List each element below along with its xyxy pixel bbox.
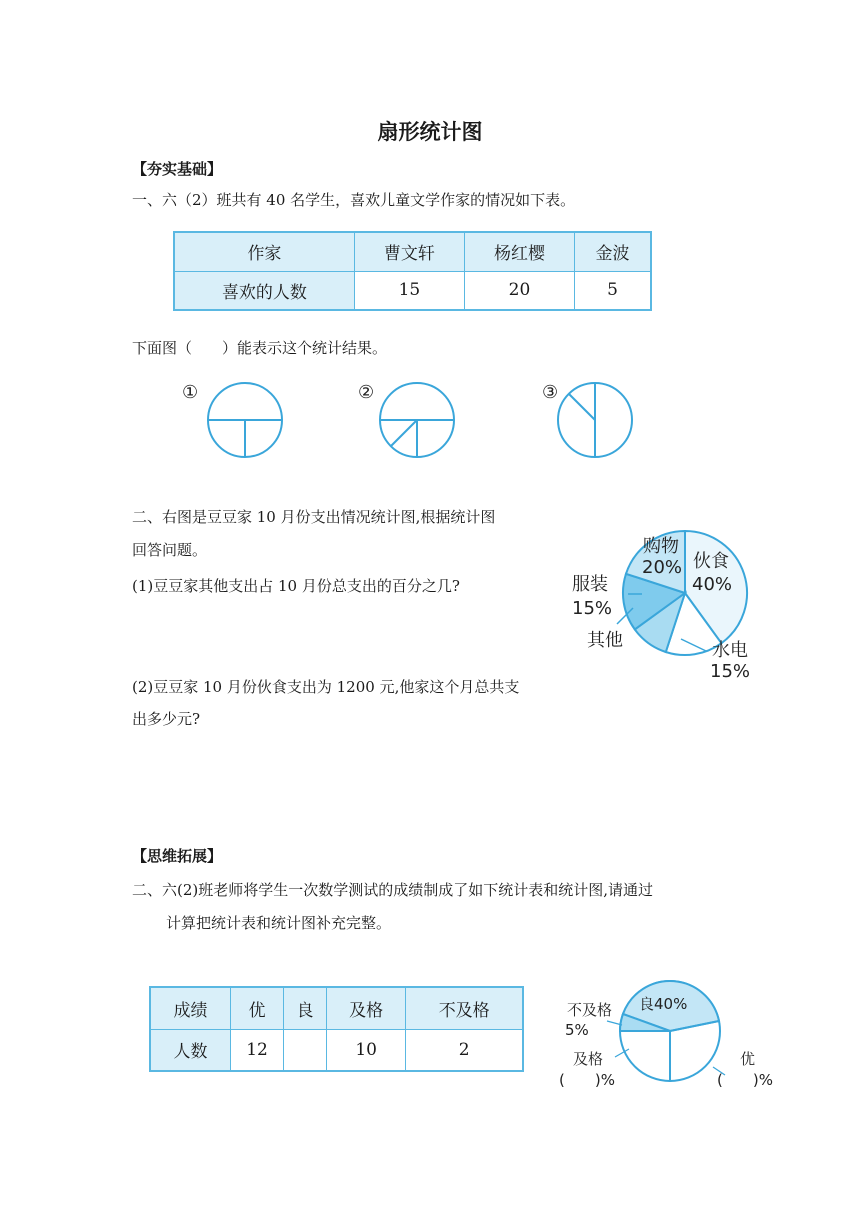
pie-label-pass: 及格 bbox=[573, 1050, 604, 1068]
pie-value-clothing: 15% bbox=[572, 598, 613, 619]
table-cell: 10 bbox=[326, 1029, 405, 1071]
question-3-line2: 计算把统计表和统计图补充完整。 bbox=[166, 914, 392, 932]
option-2-number: ② bbox=[358, 382, 375, 403]
table-cell: 2 bbox=[406, 1029, 523, 1071]
table-cell: 良 bbox=[283, 987, 326, 1029]
table-row bbox=[150, 1029, 523, 1071]
pie-label-shopping: 购物 bbox=[643, 536, 679, 557]
table-cell: 曹文轩 bbox=[354, 232, 464, 271]
score-table bbox=[149, 986, 524, 1072]
pie-label-excellent: 优 bbox=[740, 1050, 756, 1068]
pie-label-clothing: 服装 bbox=[572, 574, 608, 595]
page-title: 扇形统计图 bbox=[377, 120, 483, 144]
table-row bbox=[174, 271, 651, 310]
score-pie-chart bbox=[555, 975, 795, 1095]
pie-value-fail: 5% bbox=[565, 1021, 589, 1039]
question-3-line1: 二、六(2)班老师将学生一次数学测试的成绩制成了如下统计表和统计图,请通过 bbox=[132, 881, 654, 899]
question-2-line2: 回答问题。 bbox=[132, 541, 208, 559]
author-table bbox=[173, 231, 652, 311]
table-row bbox=[174, 232, 651, 271]
table-cell: 5 bbox=[575, 271, 651, 310]
table-cell: 优 bbox=[231, 987, 284, 1029]
table-cell: 金波 bbox=[575, 232, 651, 271]
pie-blank-excellent[interactable]: ( )% bbox=[717, 1071, 773, 1089]
pie-label-other: 其他 bbox=[587, 630, 623, 651]
option-1-circle bbox=[180, 380, 290, 462]
pie-label-fail: 不及格 bbox=[567, 1001, 613, 1019]
table-cell[interactable] bbox=[283, 1029, 326, 1071]
pie-value-utilities: 15% bbox=[710, 661, 751, 682]
pie-value-shopping: 20% bbox=[642, 557, 683, 578]
option-1-number: ① bbox=[182, 382, 199, 403]
table-cell: 作家 bbox=[174, 232, 354, 271]
question-2-sub1: (1)豆豆家其他支出占 10 月份总支出的百分之几? bbox=[132, 577, 460, 595]
pie-label-good: 良40% bbox=[639, 995, 688, 1013]
question-2-line1: 二、右图是豆豆家 10 月份支出情况统计图,根据统计图 bbox=[132, 508, 496, 526]
question-2-sub2-line1: (2)豆豆家 10 月份伙食支出为 1200 元,他家这个月总共支 bbox=[132, 678, 520, 696]
question-1-prompt: 下面图（ ）能表示这个统计结果。 bbox=[132, 339, 388, 357]
pie-value-food: 40% bbox=[692, 574, 733, 595]
table-cell: 20 bbox=[464, 271, 574, 310]
table-cell: 不及格 bbox=[406, 987, 523, 1029]
option-2-circle bbox=[356, 380, 466, 462]
section-heading-basics: 【夯实基础】 bbox=[132, 160, 223, 178]
question-1-text: 一、六（2）班共有 40 名学生，喜欢儿童文学作家的情况如下表。 bbox=[132, 191, 576, 209]
table-cell: 成绩 bbox=[150, 987, 231, 1029]
pie-blank-pass[interactable]: ( )% bbox=[559, 1071, 615, 1089]
option-3-circle bbox=[540, 380, 650, 462]
table-cell: 及格 bbox=[326, 987, 405, 1029]
table-cell: 喜欢的人数 bbox=[174, 271, 354, 310]
table-cell: 杨红樱 bbox=[464, 232, 574, 271]
pie-label-utilities: 水电 bbox=[712, 640, 748, 661]
table-cell: 12 bbox=[231, 1029, 284, 1071]
question-2-sub2-line2: 出多少元? bbox=[132, 710, 201, 728]
table-cell: 人数 bbox=[150, 1029, 231, 1071]
pie-label-food: 伙食 bbox=[693, 551, 729, 572]
option-3-number: ③ bbox=[542, 382, 559, 403]
section-heading-extension: 【思维拓展】 bbox=[132, 847, 223, 865]
expense-pie-chart bbox=[560, 515, 770, 685]
table-row bbox=[150, 987, 523, 1029]
table-cell: 15 bbox=[354, 271, 464, 310]
